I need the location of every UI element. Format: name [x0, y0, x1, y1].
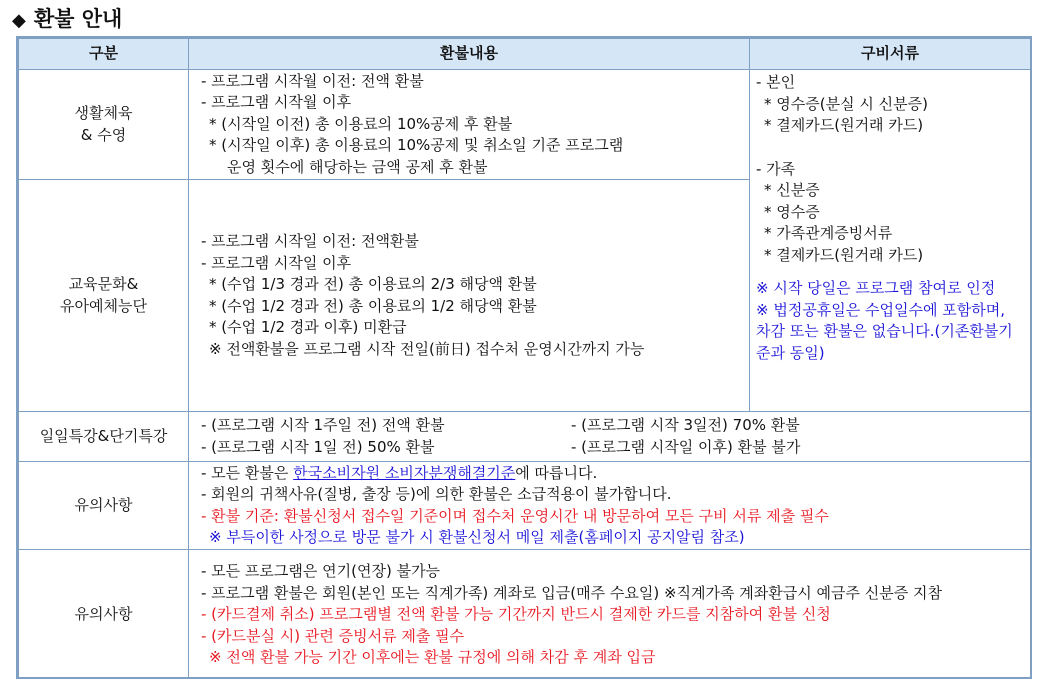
table-row	[19, 462, 1031, 550]
refund-table-frame	[16, 36, 1032, 679]
page-title-text: 환불 안내	[33, 7, 123, 31]
documents-cell: - 본인 * 영수증(분실 시 신분증) * 결제카드(원거래 카드) - 가족 * 신분증 * 영수증 * 가족관계증빙서류 * 결제카드(원거래 카드) ※ 시작 당일은 프로그램 참여로 인정 ※ 법정공휴일은 수업일수에 포함하며, 차감 또는 환불은 없습니다.(기존환불기준과 동일)	[750, 70, 1031, 412]
diamond-bullet-icon: ◆	[12, 10, 26, 31]
category-cell: 교육문화& 유아예체능단	[19, 180, 189, 412]
content-cell: - 프로그램 시작일 이전: 전액환불 - 프로그램 시작일 이후 * (수업 1/3 경과 전) 총 이용료의 2/3 해당액 환불 * (수업 1/2 경과 전) 총 이용료의 1/2 해당액 환불 * (수업 1/2 경과 이후) 미환급 ※ 전액환불을 프로그램 시작 전일(前日) 접수처 운영시간까지 가능	[189, 180, 750, 412]
content-cell: - 프로그램 시작월 이전: 전액 환불 - 프로그램 시작월 이후 * (시작일 이전) 총 이용료의 10%공제 후 환불 * (시작일 이후) 총 이용료의 10%공제 및 취소일 기준 프로그램 운영 횟수에 해당하는 금액 공제 후 환불	[189, 70, 750, 180]
category-cell: 유의사항	[19, 462, 189, 550]
documents-note-2: ※ 법정공휴일은 수업일수에 포함하며, 차감 또는 환불은 없습니다.(기존환불기준과 동일)	[756, 300, 1013, 362]
table-header-row	[19, 39, 1031, 70]
content-cell: - (프로그램 시작 1주일 전) 전액 환불 - (프로그램 시작 3일전) 70% 환불 - (프로그램 시작 1일 전) 50% 환불 - (프로그램 시작일 이후) 환불 불가	[189, 412, 1031, 462]
header-content: 환불내용	[189, 39, 750, 70]
category-cell: 생활체육 & 수영	[19, 70, 189, 180]
consumer-standard-link[interactable]: 한국소비자원 소비자분쟁해결기준	[293, 463, 516, 482]
table-row	[19, 412, 1031, 462]
category-cell: 일일특강&단기특강	[19, 412, 189, 462]
table-row	[19, 550, 1031, 680]
header-category: 구분	[19, 39, 189, 70]
content-cell: - 모든 환불은 한국소비자원 소비자분쟁해결기준에 따릅니다. - 회원의 귀책사유(질병, 출장 등)에 의한 환불은 소급적용이 불가합니다. - 환불 기준: 환불신청서 접수일 기준이며 접수처 운영시간 내 방문하여 모든 구비 서류 제출 필수 ※ 부득이한 사정으로 방문 불가 시 환불신청서 메일 제출(홈페이지 공지알림 참조)	[189, 462, 1031, 550]
page-title	[12, 4, 122, 34]
header-documents: 구비서류	[750, 39, 1031, 70]
category-cell: 유의사항	[19, 550, 189, 680]
refund-table	[18, 38, 1031, 679]
documents-note-1: ※ 시작 당일은 프로그램 참여로 인정	[756, 279, 996, 297]
table-row	[19, 70, 1031, 180]
content-cell: - 모든 프로그램은 연기(연장) 불가능 - 프로그램 환불은 회원(본인 또는 직계가족) 계좌로 입금(매주 수요일) ※직계가족 계좌환급시 예금주 신분증 지참 - (카드결제 취소) 프로그램별 전액 환불 가능 기간까지 반드시 결제한 카드를 지참하여 환불 신청 - (카드분실 시) 관련 증빙서류 제출 필수 ※ 전액 환불 가능 기간 이후에는 환불 규정에 의해 차감 후 계좌 입금	[189, 550, 1031, 680]
